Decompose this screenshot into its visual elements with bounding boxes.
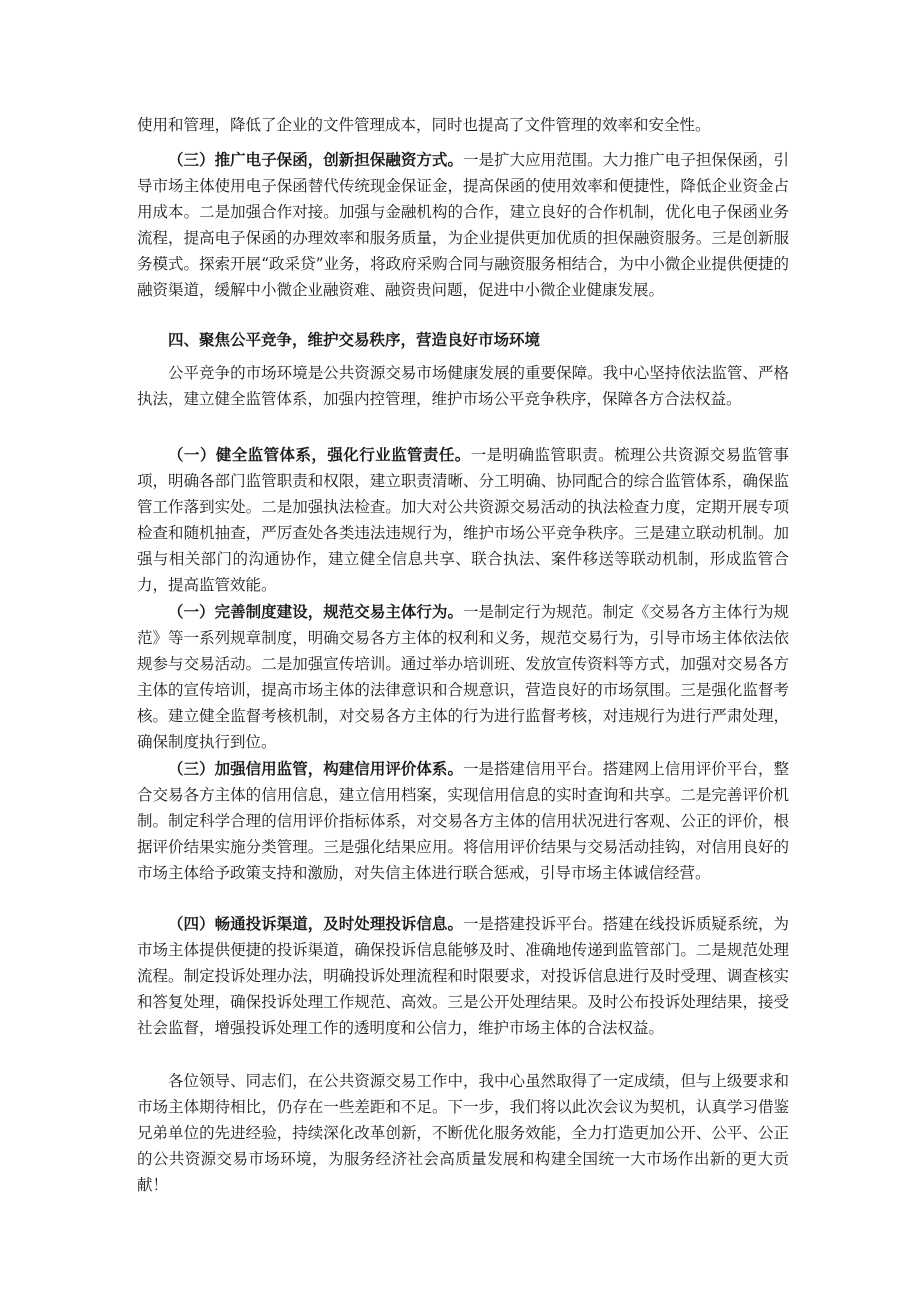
paragraph-text: 公平竞争的市场环境是公共资源交易市场健康发展的重要保障。我中心坚持依法监管、严格执法，建立健全监管体系，加强内控管理，维护市场公平竞争秩序，保障各方合法权益。 [137, 364, 789, 408]
paragraph-institution-building [137, 599, 789, 755]
paragraph-lead: （一）健全监管体系，强化行业监管责任。 [168, 445, 471, 464]
paragraph-lead: （三）加强信用监管，构建信用评价体系。 [168, 759, 463, 778]
paragraph-credit-supervision [137, 756, 789, 886]
paragraph-text: 一是扩大应用范围。大力推广电子担保保函，引导市场主体使用电子保函替代传统现金保证金，提高保函的使用效率和便捷性，降低企业资金占用成本。二是加强合作对接。加强与金融机构的合作，建立良好的合作机制，优化电子保函业务流程，提高电子保函的办理效率和服务质量，为企业提供更加优质的担保融资服务。三是创新服务模式。探索开展“政采贷”业务，将政府采购合同与融资服务相结合，为中小微企业提供便捷的融资渠道，缓解中小微企业融资难、融资贵问题，促进中小微企业健康发展。 [137, 151, 789, 299]
paragraph-fair-competition [137, 360, 789, 412]
paragraph-text: 一是搭建信用平台。搭建网上信用评价平台，整合交易各方主体的信用信息，建立信用档案，实现信用信息的实时查询和共享。二是完善评价机制。制定科学合理的信用评价指标体系，对交易各方主体的信用状况进行客观、公正的评价，根据评价结果实施分类管理。三是强化结果应用。将信用评价结果与交易活动挂钩，对信用良好的市场主体给予政策支持和激励，对失信主体进行联合惩戒，引导市场主体诚信经营。 [137, 760, 789, 882]
heading-text: 四、聚焦公平竞争，维护交易秩序，营造良好市场环境 [168, 330, 541, 349]
paragraph-lead: （四）畅通投诉渠道，及时处理投诉信息。 [168, 914, 463, 933]
paragraph-supervision-system [137, 442, 789, 598]
paragraph-continuation [137, 112, 789, 138]
paragraph-e-guarantee [137, 147, 789, 303]
paragraph-text: 一是制定行为规范。制定《交易各方主体行为规范》等一系列规章制度，明确交易各方主体的权利和义务，规范交易行为，引导市场主体依法依规参与交易活动。二是加强宣传培训。通过举办培训班、发放宣传资料等方式，加强对交易各方主体的宣传培训，提高市场主体的法律意识和合规意识，营造良好的市场氛围。三是强化监督考核。建立健全监督考核机制，对交易各方主体的行为进行监督考核，对违规行为进行严肃处理，确保制度执行到位。 [137, 603, 789, 751]
paragraph-text: 一是明确监管职责。梳理公共资源交易监管事项，明确各部门监管职责和权限，建立职责清晰、分工明确、协同配合的综合监管体系，确保监管工作落到实处。二是加强执法检查。加大对公共资源交易活动的执法检查力度，定期开展专项检查和随机抽查，严厉查处各类违法违规行为，维护市场公平竞争秩序。三是建立联动机制。加强与相关部门的沟通协作，建立健全信息共享、联合执法、案件移送等联动机制，形成监管合力，提高监管效能。 [137, 446, 789, 594]
paragraph-lead: （三）推广电子保函，创新担保融资方式。 [168, 150, 463, 169]
paragraph-complaints [137, 911, 789, 1041]
section-heading-4 [137, 327, 789, 353]
paragraph-text: 一是搭建投诉平台。搭建在线投诉质疑系统，为市场主体提供便捷的投诉渠道，确保投诉信息能够及时、准确地传递到监管部门。二是规范处理流程。制定投诉处理办法，明确投诉处理流程和时限要求，对投诉信息进行及时受理、调查核实和答复处理，确保投诉处理工作规范、高效。三是公开处理结果。及时公布投诉处理结果，接受社会监督，增强投诉处理工作的透明度和公信力，维护市场主体的合法权益。 [137, 915, 789, 1037]
paragraph-closing [137, 1068, 789, 1198]
paragraph-text: 各位领导、同志们，在公共资源交易工作中，我中心虽然取得了一定成绩，但与上级要求和市场主体期待相比，仍存在一些差距和不足。下一步，我们将以此次会议为契机，认真学习借鉴兄弟单位的先进经验，持续深化改革创新，不断优化服务效能，全力打造更加公开、公平、公正的公共资源交易市场环境，为服务经济社会高质量发展和构建全国统一大市场作出新的更大贡献！ [137, 1072, 789, 1194]
paragraph-text: 使用和管理，降低了企业的文件管理成本，同时也提高了文件管理的效率和安全性。 [137, 116, 711, 134]
paragraph-lead: （一）完善制度建设，规范交易主体行为。 [168, 602, 463, 621]
